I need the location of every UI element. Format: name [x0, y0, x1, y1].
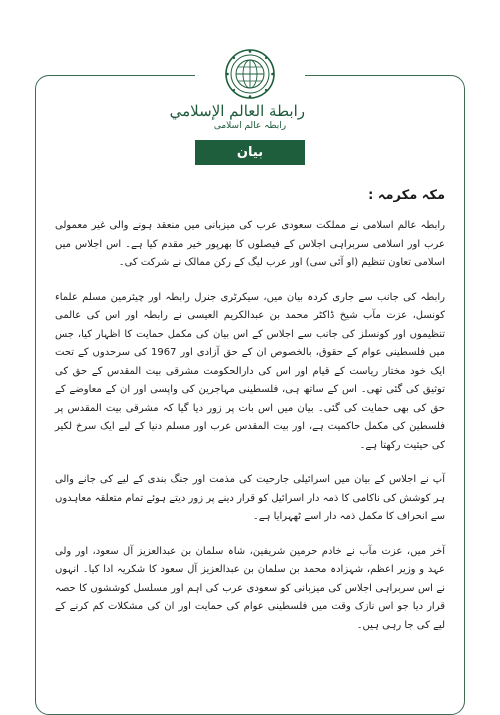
logo-arabic-name: رابطة العالم الإسلامي — [169, 102, 305, 120]
dateline: مکہ مکرمہ : — [368, 188, 445, 203]
globe-emblem-icon — [224, 48, 276, 100]
statement-body — [55, 188, 445, 651]
paragraph: رابطہ کی جانب سے جاری کردہ بیان میں، سیکرٹری جنرل رابطہ اور چیئرمین مسلم علماء کونسل، عزت مآب شیخ ڈاکٹر محمد بن عبدالکریم العیسی نے رابطہ اور اس کی عالمی تنظیموں اور کونسلز کی جانب سے اجلاس کے اس بیان کی مکمل حمایت کا اظہار کیا، جس میں فلسطینی عوام کے حقوق، بالخصوص ان کے حق آزادی اور 1967 کی سرحدوں کے تحت ایک خود مختار ریاست کے قیام اور اس کی دارالحکومت مشرقی بیت المقدس کے حق کی توثیق کی گئی تھی۔ اس کے ساتھ ہی، فلسطینی مہاجرین کی واپسی اور ان کے معاوضے کے حق کی بھی حمایت کی گئی۔ بیان میں اس بات پر زور دیا گیا کہ مشرقی بیت المقدس پر فلسطین کی مکمل حاکمیت ہے، اور بیت المقدس عرب اور مسلم دنیا کے لیے ایک سرخ لکیر کی حیثیت رکھتا ہے۔ — [55, 291, 445, 451]
organization-logo — [169, 48, 305, 198]
paragraph: آخر میں، عزت مآب نے خادم حرمین شریفین، شاہ سلمان بن عبدالعزیز آل سعود، اور ولی عہد و وزیر اعظم، شہزادہ محمد بن سلمان بن عبدالعزیز آل سعود کا شکریہ ادا کیا۔ انہوں نے اس سربراہی اجلاس کی میزبانی کو سعودی عرب کی اہم اور مسلسل کوششوں کا حصہ قرار دیا جو اس نازک وقت میں فلسطینی عوام کی حمایت اور ان کی مشکلات کم کرنے کے لیے کی جا رہی ہیں۔ — [55, 545, 445, 631]
statement-banner: بیان — [195, 140, 305, 165]
logo-urdu-name: رابطہ عالم اسلامی — [213, 121, 287, 131]
paragraph: رابطہ عالم اسلامی نے مملکت سعودی عرب کی میزبانی میں منعقد ہونے والی غیر معمولی عرب اور اسلامی سربراہی اجلاس کے فیصلوں کا بھرپور خیر مقدم کیا ہے۔ اس اجلاس میں اسلامی تعاون تنظیم (او آئی سی) اور عرب لیگ کے رکن ممالک نے شرکت کی۔ — [55, 220, 445, 268]
paragraph: آپ نے اجلاس کے بیان میں اسرائیلی جارحیت کی مذمت اور جنگ بندی کے لیے کی جانے والی ہر کوشش کی ناکامی کا ذمہ دار اسرائیل کو قرار دینے پر زور دیتے ہوئے تمام متعلقہ معاہدوں سے انحراف کا مکمل ذمہ دار اسے ٹھہرایا ہے۔ — [55, 474, 445, 522]
